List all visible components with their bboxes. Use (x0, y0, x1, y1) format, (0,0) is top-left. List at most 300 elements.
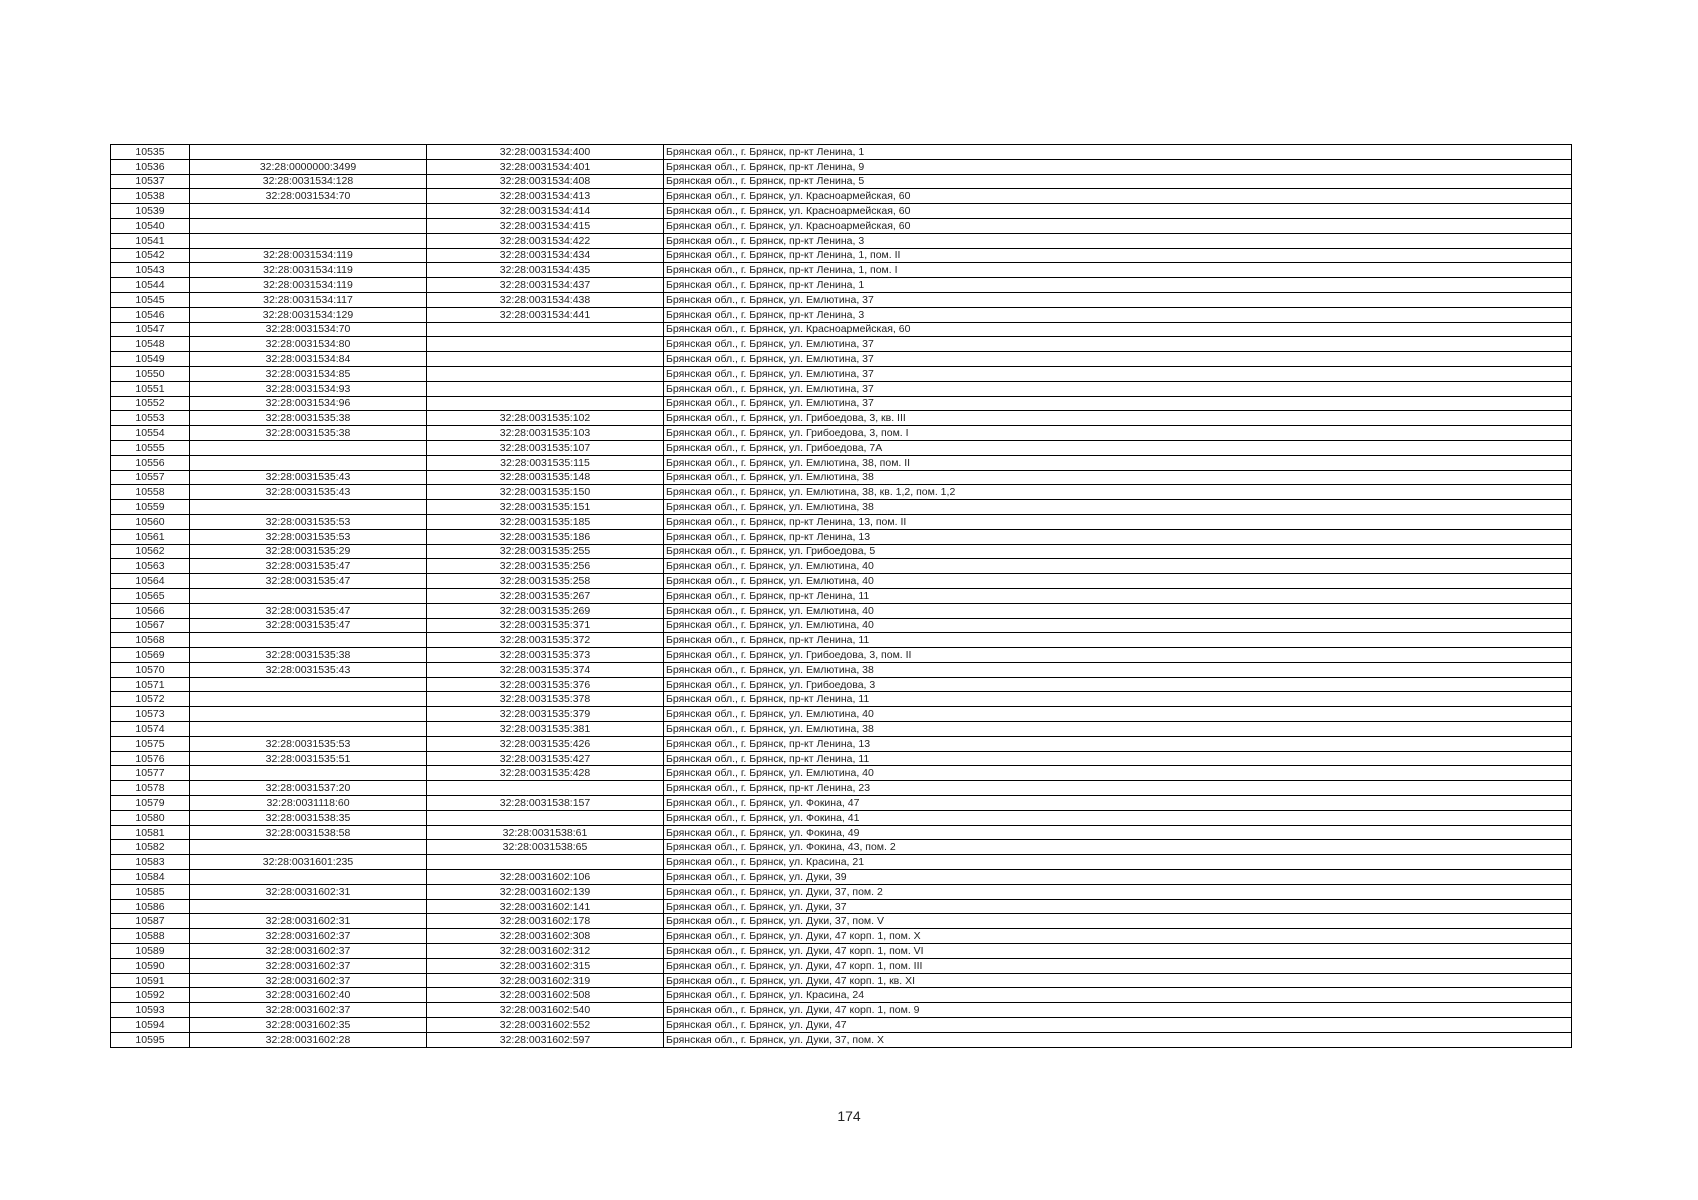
address-cell: Брянская обл., г. Брянск, ул. Емлютина, 37 (664, 292, 1572, 307)
address-cell: Брянская обл., г. Брянск, ул. Емлютина, 38 (664, 662, 1572, 677)
row-number-cell: 10551 (111, 381, 190, 396)
address-cell: Брянская обл., г. Брянск, пр-кт Ленина, 11 (664, 633, 1572, 648)
table-row (111, 352, 1572, 367)
parent-cadastral-number-cell (190, 440, 427, 455)
table-row (111, 381, 1572, 396)
address-cell: Брянская обл., г. Брянск, пр-кт Ленина, 1, пом. II (664, 248, 1572, 263)
table-row (111, 174, 1572, 189)
address-cell: Брянская обл., г. Брянск, ул. Емлютина, 37 (664, 337, 1572, 352)
parent-cadastral-number-cell (190, 707, 427, 722)
parent-cadastral-number-cell (190, 233, 427, 248)
object-cadastral-number-cell: 32:28:0031534:415 (427, 218, 664, 233)
table-row (111, 263, 1572, 278)
object-cadastral-number-cell (427, 322, 664, 337)
table-row (111, 145, 1572, 160)
row-number-cell: 10548 (111, 337, 190, 352)
address-cell: Брянская обл., г. Брянск, ул. Красина, 21 (664, 855, 1572, 870)
parent-cadastral-number-cell: 32:28:0031535:53 (190, 529, 427, 544)
object-cadastral-number-cell: 32:28:0031534:438 (427, 292, 664, 307)
parent-cadastral-number-cell (190, 204, 427, 219)
address-cell: Брянская обл., г. Брянск, ул. Дуки, 47 корп. 1, пом. X (664, 929, 1572, 944)
table-row (111, 248, 1572, 263)
parent-cadastral-number-cell (190, 677, 427, 692)
table-row (111, 944, 1572, 959)
row-number-cell: 10594 (111, 1018, 190, 1033)
object-cadastral-number-cell: 32:28:0031602:319 (427, 973, 664, 988)
parent-cadastral-number-cell: 32:28:0031534:85 (190, 366, 427, 381)
row-number-cell: 10590 (111, 958, 190, 973)
parent-cadastral-number-cell: 32:28:0031118:60 (190, 796, 427, 811)
table-row (111, 559, 1572, 574)
object-cadastral-number-cell: 32:28:0031535:102 (427, 411, 664, 426)
row-number-cell: 10579 (111, 796, 190, 811)
parent-cadastral-number-cell (190, 692, 427, 707)
address-cell: Брянская обл., г. Брянск, ул. Дуки, 37, пом. X (664, 1032, 1572, 1047)
address-cell: Брянская обл., г. Брянск, ул. Дуки, 39 (664, 870, 1572, 885)
address-cell: Брянская обл., г. Брянск, ул. Фокина, 47 (664, 796, 1572, 811)
table-row (111, 189, 1572, 204)
row-number-cell: 10569 (111, 648, 190, 663)
table-row (111, 411, 1572, 426)
object-cadastral-number-cell: 32:28:0031534:413 (427, 189, 664, 204)
object-cadastral-number-cell: 32:28:0031535:378 (427, 692, 664, 707)
parent-cadastral-number-cell: 32:28:0031534:70 (190, 322, 427, 337)
address-cell: Брянская обл., г. Брянск, ул. Дуки, 37, пом. V (664, 914, 1572, 929)
parent-cadastral-number-cell: 32:28:0031534:96 (190, 396, 427, 411)
address-cell: Брянская обл., г. Брянск, ул. Емлютина, 38 (664, 470, 1572, 485)
table-row (111, 810, 1572, 825)
parent-cadastral-number-cell: 32:28:0031534:84 (190, 352, 427, 367)
address-cell: Брянская обл., г. Брянск, ул. Грибоедова, 3 (664, 677, 1572, 692)
table-row (111, 366, 1572, 381)
parent-cadastral-number-cell: 32:28:0031534:117 (190, 292, 427, 307)
table-row (111, 500, 1572, 515)
object-cadastral-number-cell: 32:28:0031602:508 (427, 988, 664, 1003)
parent-cadastral-number-cell: 32:28:0031534:119 (190, 278, 427, 293)
parent-cadastral-number-cell: 32:28:0031602:31 (190, 884, 427, 899)
address-cell: Брянская обл., г. Брянск, пр-кт Ленина, 9 (664, 159, 1572, 174)
address-cell: Брянская обл., г. Брянск, пр-кт Ленина, 3 (664, 233, 1572, 248)
object-cadastral-number-cell: 32:28:0031535:107 (427, 440, 664, 455)
object-cadastral-number-cell: 32:28:0031535:255 (427, 544, 664, 559)
parent-cadastral-number-cell: 32:28:0031602:28 (190, 1032, 427, 1047)
table-row (111, 396, 1572, 411)
table-row (111, 529, 1572, 544)
parent-cadastral-number-cell: 32:28:0031534:128 (190, 174, 427, 189)
parent-cadastral-number-cell: 32:28:0031602:31 (190, 914, 427, 929)
table-row (111, 958, 1572, 973)
parent-cadastral-number-cell: 32:28:0031535:47 (190, 618, 427, 633)
table-row (111, 707, 1572, 722)
object-cadastral-number-cell (427, 781, 664, 796)
row-number-cell: 10544 (111, 278, 190, 293)
address-cell: Брянская обл., г. Брянск, ул. Дуки, 37, пом. 2 (664, 884, 1572, 899)
object-cadastral-number-cell: 32:28:0031535:269 (427, 603, 664, 618)
parent-cadastral-number-cell (190, 633, 427, 648)
row-number-cell: 10572 (111, 692, 190, 707)
row-number-cell: 10582 (111, 840, 190, 855)
row-number-cell: 10562 (111, 544, 190, 559)
row-number-cell: 10543 (111, 263, 190, 278)
table-row (111, 840, 1572, 855)
parent-cadastral-number-cell: 32:28:0031602:37 (190, 958, 427, 973)
object-cadastral-number-cell: 32:28:0031602:106 (427, 870, 664, 885)
row-number-cell: 10570 (111, 662, 190, 677)
address-cell: Брянская обл., г. Брянск, ул. Дуки, 47 корп. 1, кв. XI (664, 973, 1572, 988)
address-cell: Брянская обл., г. Брянск, пр-кт Ленина, 1 (664, 278, 1572, 293)
address-cell: Брянская обл., г. Брянск, пр-кт Ленина, 23 (664, 781, 1572, 796)
object-cadastral-number-cell (427, 337, 664, 352)
object-cadastral-number-cell: 32:28:0031534:437 (427, 278, 664, 293)
address-cell: Брянская обл., г. Брянск, ул. Емлютина, 40 (664, 574, 1572, 589)
parent-cadastral-number-cell: 32:28:0031535:43 (190, 485, 427, 500)
parent-cadastral-number-cell (190, 766, 427, 781)
parent-cadastral-number-cell: 32:28:0031602:40 (190, 988, 427, 1003)
parent-cadastral-number-cell: 32:28:0031535:38 (190, 648, 427, 663)
row-number-cell: 10553 (111, 411, 190, 426)
object-cadastral-number-cell: 32:28:0031534:408 (427, 174, 664, 189)
row-number-cell: 10558 (111, 485, 190, 500)
row-number-cell: 10537 (111, 174, 190, 189)
row-number-cell: 10574 (111, 722, 190, 737)
table-row (111, 751, 1572, 766)
parent-cadastral-number-cell: 32:28:0031534:119 (190, 248, 427, 263)
table-body (111, 145, 1572, 1048)
table-row (111, 470, 1572, 485)
row-number-cell: 10578 (111, 781, 190, 796)
parent-cadastral-number-cell: 32:28:0031534:129 (190, 307, 427, 322)
object-cadastral-number-cell: 32:28:0031602:540 (427, 1003, 664, 1018)
object-cadastral-number-cell: 32:28:0031535:373 (427, 648, 664, 663)
table-row (111, 204, 1572, 219)
object-cadastral-number-cell: 32:28:0031535:103 (427, 426, 664, 441)
address-cell: Брянская обл., г. Брянск, пр-кт Ленина, 1 (664, 145, 1572, 160)
address-cell: Брянская обл., г. Брянск, ул. Емлютина, 37 (664, 396, 1572, 411)
address-cell: Брянская обл., г. Брянск, ул. Фокина, 49 (664, 825, 1572, 840)
parent-cadastral-number-cell: 32:28:0031602:37 (190, 944, 427, 959)
row-number-cell: 10580 (111, 810, 190, 825)
row-number-cell: 10593 (111, 1003, 190, 1018)
table-row (111, 440, 1572, 455)
object-cadastral-number-cell: 32:28:0031534:422 (427, 233, 664, 248)
object-cadastral-number-cell: 32:28:0031534:414 (427, 204, 664, 219)
row-number-cell: 10561 (111, 529, 190, 544)
row-number-cell: 10565 (111, 588, 190, 603)
address-cell: Брянская обл., г. Брянск, ул. Емлютина, 40 (664, 559, 1572, 574)
table-row (111, 677, 1572, 692)
address-cell: Брянская обл., г. Брянск, пр-кт Ленина, 5 (664, 174, 1572, 189)
object-cadastral-number-cell: 32:28:0031602:315 (427, 958, 664, 973)
table-row (111, 485, 1572, 500)
address-cell: Брянская обл., г. Брянск, ул. Емлютина, 38, кв. 1,2, пом. 1,2 (664, 485, 1572, 500)
address-cell: Брянская обл., г. Брянск, пр-кт Ленина, 11 (664, 751, 1572, 766)
address-cell: Брянская обл., г. Брянск, ул. Емлютина, 40 (664, 707, 1572, 722)
table-row (111, 514, 1572, 529)
parent-cadastral-number-cell: 32:28:0031602:35 (190, 1018, 427, 1033)
object-cadastral-number-cell: 32:28:0031535:151 (427, 500, 664, 515)
parent-cadastral-number-cell: 32:28:0000000:3499 (190, 159, 427, 174)
row-number-cell: 10557 (111, 470, 190, 485)
address-cell: Брянская обл., г. Брянск, ул. Красноармейская, 60 (664, 204, 1572, 219)
address-cell: Брянская обл., г. Брянск, ул. Емлютина, 38 (664, 500, 1572, 515)
row-number-cell: 10573 (111, 707, 190, 722)
address-cell: Брянская обл., г. Брянск, ул. Красина, 24 (664, 988, 1572, 1003)
table-row (111, 544, 1572, 559)
row-number-cell: 10583 (111, 855, 190, 870)
table-row (111, 825, 1572, 840)
address-cell: Брянская обл., г. Брянск, ул. Емлютина, 37 (664, 352, 1572, 367)
address-cell: Брянская обл., г. Брянск, ул. Фокина, 41 (664, 810, 1572, 825)
table-row (111, 736, 1572, 751)
table-row (111, 722, 1572, 737)
address-cell: Брянская обл., г. Брянск, ул. Емлютина, 37 (664, 381, 1572, 396)
object-cadastral-number-cell: 32:28:0031534:400 (427, 145, 664, 160)
parent-cadastral-number-cell (190, 899, 427, 914)
object-cadastral-number-cell: 32:28:0031602:312 (427, 944, 664, 959)
row-number-cell: 10549 (111, 352, 190, 367)
object-cadastral-number-cell: 32:28:0031534:441 (427, 307, 664, 322)
row-number-cell: 10550 (111, 366, 190, 381)
table-row (111, 455, 1572, 470)
table-row (111, 929, 1572, 944)
table-row (111, 870, 1572, 885)
address-cell: Брянская обл., г. Брянск, ул. Емлютина, 37 (664, 366, 1572, 381)
table-row (111, 1018, 1572, 1033)
object-cadastral-number-cell: 32:28:0031535:371 (427, 618, 664, 633)
address-cell: Брянская обл., г. Брянск, ул. Фокина, 43, пом. 2 (664, 840, 1572, 855)
address-cell: Брянская обл., г. Брянск, ул. Грибоедова, 3, пом. I (664, 426, 1572, 441)
parent-cadastral-number-cell (190, 145, 427, 160)
row-number-cell: 10585 (111, 884, 190, 899)
object-cadastral-number-cell: 32:28:0031535:381 (427, 722, 664, 737)
object-cadastral-number-cell: 32:28:0031535:267 (427, 588, 664, 603)
object-cadastral-number-cell: 32:28:0031535:428 (427, 766, 664, 781)
row-number-cell: 10539 (111, 204, 190, 219)
row-number-cell: 10566 (111, 603, 190, 618)
row-number-cell: 10559 (111, 500, 190, 515)
table-row (111, 899, 1572, 914)
object-cadastral-number-cell: 32:28:0031534:435 (427, 263, 664, 278)
row-number-cell: 10589 (111, 944, 190, 959)
table-row (111, 633, 1572, 648)
object-cadastral-number-cell: 32:28:0031535:379 (427, 707, 664, 722)
address-cell: Брянская обл., г. Брянск, ул. Дуки, 47 (664, 1018, 1572, 1033)
parent-cadastral-number-cell (190, 588, 427, 603)
row-number-cell: 10555 (111, 440, 190, 455)
table-row (111, 884, 1572, 899)
row-number-cell: 10536 (111, 159, 190, 174)
address-cell: Брянская обл., г. Брянск, ул. Красноармейская, 60 (664, 189, 1572, 204)
address-cell: Брянская обл., г. Брянск, пр-кт Ленина, 3 (664, 307, 1572, 322)
address-cell: Брянская обл., г. Брянск, ул. Емлютина, 40 (664, 766, 1572, 781)
row-number-cell: 10541 (111, 233, 190, 248)
row-number-cell: 10556 (111, 455, 190, 470)
address-cell: Брянская обл., г. Брянск, пр-кт Ленина, 13, пом. II (664, 514, 1572, 529)
parent-cadastral-number-cell: 32:28:0031534:70 (190, 189, 427, 204)
parent-cadastral-number-cell: 32:28:0031535:29 (190, 544, 427, 559)
object-cadastral-number-cell: 32:28:0031602:597 (427, 1032, 664, 1047)
row-number-cell: 10563 (111, 559, 190, 574)
object-cadastral-number-cell: 32:28:0031535:256 (427, 559, 664, 574)
object-cadastral-number-cell: 32:28:0031535:427 (427, 751, 664, 766)
object-cadastral-number-cell: 32:28:0031535:115 (427, 455, 664, 470)
address-cell: Брянская обл., г. Брянск, пр-кт Ленина, 13 (664, 736, 1572, 751)
address-cell: Брянская обл., г. Брянск, ул. Грибоедова, 5 (664, 544, 1572, 559)
parent-cadastral-number-cell: 32:28:0031535:53 (190, 514, 427, 529)
object-cadastral-number-cell: 32:28:0031534:401 (427, 159, 664, 174)
row-number-cell: 10546 (111, 307, 190, 322)
table-row (111, 588, 1572, 603)
parent-cadastral-number-cell: 32:28:0031535:47 (190, 574, 427, 589)
row-number-cell: 10592 (111, 988, 190, 1003)
row-number-cell: 10564 (111, 574, 190, 589)
address-cell: Брянская обл., г. Брянск, пр-кт Ленина, 1, пом. I (664, 263, 1572, 278)
table-row (111, 618, 1572, 633)
row-number-cell: 10567 (111, 618, 190, 633)
table-row (111, 988, 1572, 1003)
parent-cadastral-number-cell (190, 500, 427, 515)
parent-cadastral-number-cell: 32:28:0031537:20 (190, 781, 427, 796)
table-row (111, 692, 1572, 707)
table-row (111, 307, 1572, 322)
table-row (111, 218, 1572, 233)
table-row (111, 292, 1572, 307)
page-number: 174 (837, 1108, 861, 1124)
table-row (111, 603, 1572, 618)
address-cell: Брянская обл., г. Брянск, ул. Дуки, 37 (664, 899, 1572, 914)
object-cadastral-number-cell: 32:28:0031535:376 (427, 677, 664, 692)
table-row (111, 159, 1572, 174)
address-cell: Брянская обл., г. Брянск, ул. Красноармейская, 60 (664, 322, 1572, 337)
row-number-cell: 10571 (111, 677, 190, 692)
parent-cadastral-number-cell (190, 722, 427, 737)
table-row (111, 426, 1572, 441)
row-number-cell: 10595 (111, 1032, 190, 1047)
row-number-cell: 10545 (111, 292, 190, 307)
row-number-cell: 10591 (111, 973, 190, 988)
table-row (111, 855, 1572, 870)
parent-cadastral-number-cell: 32:28:0031535:38 (190, 426, 427, 441)
parent-cadastral-number-cell: 32:28:0031535:38 (190, 411, 427, 426)
table-row (111, 1003, 1572, 1018)
table-row (111, 662, 1572, 677)
object-cadastral-number-cell: 32:28:0031602:139 (427, 884, 664, 899)
parent-cadastral-number-cell: 32:28:0031602:37 (190, 973, 427, 988)
object-cadastral-number-cell: 32:28:0031602:178 (427, 914, 664, 929)
row-number-cell: 10547 (111, 322, 190, 337)
table-row (111, 233, 1572, 248)
row-number-cell: 10554 (111, 426, 190, 441)
object-cadastral-number-cell: 32:28:0031534:434 (427, 248, 664, 263)
parent-cadastral-number-cell (190, 218, 427, 233)
object-cadastral-number-cell: 32:28:0031538:65 (427, 840, 664, 855)
object-cadastral-number-cell (427, 396, 664, 411)
parent-cadastral-number-cell: 32:28:0031534:80 (190, 337, 427, 352)
address-cell: Брянская обл., г. Брянск, ул. Емлютина, 40 (664, 603, 1572, 618)
address-cell: Брянская обл., г. Брянск, ул. Дуки, 47 корп. 1, пом. VI (664, 944, 1572, 959)
row-number-cell: 10581 (111, 825, 190, 840)
parent-cadastral-number-cell: 32:28:0031534:119 (190, 263, 427, 278)
address-cell: Брянская обл., г. Брянск, ул. Дуки, 47 корп. 1, пом. 9 (664, 1003, 1572, 1018)
object-cadastral-number-cell: 32:28:0031538:157 (427, 796, 664, 811)
object-cadastral-number-cell: 32:28:0031535:186 (427, 529, 664, 544)
object-cadastral-number-cell: 32:28:0031538:61 (427, 825, 664, 840)
table-row (111, 766, 1572, 781)
table-row (111, 337, 1572, 352)
address-cell: Брянская обл., г. Брянск, пр-кт Ленина, 13 (664, 529, 1572, 544)
address-cell: Брянская обл., г. Брянск, ул. Дуки, 47 корп. 1, пом. III (664, 958, 1572, 973)
cadastral-table (110, 144, 1572, 1048)
table-row (111, 914, 1572, 929)
address-cell: Брянская обл., г. Брянск, ул. Грибоедова, 7А (664, 440, 1572, 455)
table-row (111, 1032, 1572, 1047)
table-row (111, 322, 1572, 337)
row-number-cell: 10587 (111, 914, 190, 929)
row-number-cell: 10568 (111, 633, 190, 648)
object-cadastral-number-cell (427, 352, 664, 367)
row-number-cell: 10584 (111, 870, 190, 885)
address-cell: Брянская обл., г. Брянск, ул. Емлютина, 40 (664, 618, 1572, 633)
object-cadastral-number-cell: 32:28:0031535:148 (427, 470, 664, 485)
parent-cadastral-number-cell (190, 455, 427, 470)
row-number-cell: 10538 (111, 189, 190, 204)
parent-cadastral-number-cell: 32:28:0031535:43 (190, 662, 427, 677)
row-number-cell: 10577 (111, 766, 190, 781)
table-row (111, 973, 1572, 988)
row-number-cell: 10575 (111, 736, 190, 751)
parent-cadastral-number-cell: 32:28:0031534:93 (190, 381, 427, 396)
table-row (111, 796, 1572, 811)
table-row (111, 574, 1572, 589)
row-number-cell: 10552 (111, 396, 190, 411)
object-cadastral-number-cell: 32:28:0031535:185 (427, 514, 664, 529)
row-number-cell: 10576 (111, 751, 190, 766)
parent-cadastral-number-cell: 32:28:0031535:53 (190, 736, 427, 751)
row-number-cell: 10586 (111, 899, 190, 914)
object-cadastral-number-cell (427, 381, 664, 396)
object-cadastral-number-cell (427, 366, 664, 381)
parent-cadastral-number-cell (190, 840, 427, 855)
object-cadastral-number-cell (427, 810, 664, 825)
table-row (111, 781, 1572, 796)
object-cadastral-number-cell: 32:28:0031602:141 (427, 899, 664, 914)
row-number-cell: 10542 (111, 248, 190, 263)
address-cell: Брянская обл., г. Брянск, ул. Грибоедова, 3, пом. II (664, 648, 1572, 663)
parent-cadastral-number-cell: 32:28:0031538:35 (190, 810, 427, 825)
object-cadastral-number-cell: 32:28:0031602:552 (427, 1018, 664, 1033)
address-cell: Брянская обл., г. Брянск, ул. Красноармейская, 60 (664, 218, 1572, 233)
parent-cadastral-number-cell: 32:28:0031602:37 (190, 1003, 427, 1018)
parent-cadastral-number-cell: 32:28:0031535:47 (190, 603, 427, 618)
table-row (111, 278, 1572, 293)
address-cell: Брянская обл., г. Брянск, ул. Грибоедова, 3, кв. III (664, 411, 1572, 426)
object-cadastral-number-cell: 32:28:0031535:150 (427, 485, 664, 500)
row-number-cell: 10588 (111, 929, 190, 944)
parent-cadastral-number-cell: 32:28:0031535:43 (190, 470, 427, 485)
address-cell: Брянская обл., г. Брянск, ул. Емлютина, 38 (664, 722, 1572, 737)
object-cadastral-number-cell: 32:28:0031602:308 (427, 929, 664, 944)
object-cadastral-number-cell (427, 855, 664, 870)
address-cell: Брянская обл., г. Брянск, пр-кт Ленина, 11 (664, 588, 1572, 603)
row-number-cell: 10540 (111, 218, 190, 233)
parent-cadastral-number-cell: 32:28:0031602:37 (190, 929, 427, 944)
object-cadastral-number-cell: 32:28:0031535:372 (427, 633, 664, 648)
parent-cadastral-number-cell: 32:28:0031538:58 (190, 825, 427, 840)
parent-cadastral-number-cell: 32:28:0031535:47 (190, 559, 427, 574)
row-number-cell: 10535 (111, 145, 190, 160)
parent-cadastral-number-cell: 32:28:0031601:235 (190, 855, 427, 870)
address-cell: Брянская обл., г. Брянск, ул. Емлютина, 38, пом. II (664, 455, 1572, 470)
